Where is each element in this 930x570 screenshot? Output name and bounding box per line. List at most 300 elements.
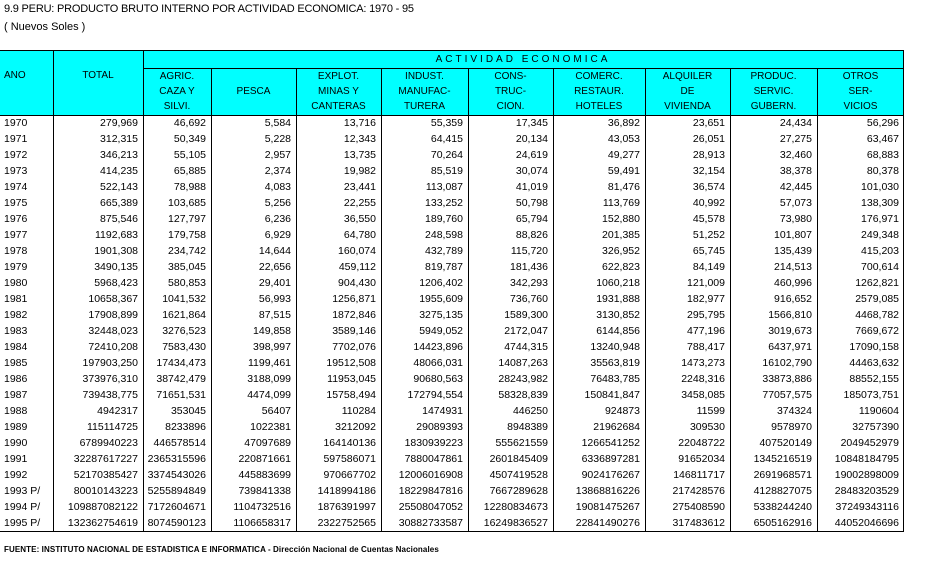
value-cell: 55,359 bbox=[430, 117, 463, 129]
value-cell: 398,997 bbox=[253, 341, 291, 353]
value-cell: 16249836527 bbox=[483, 517, 548, 529]
value-cell: 28,913 bbox=[692, 149, 725, 161]
value-cell: 113,087 bbox=[425, 181, 463, 193]
value-cell: 88,826 bbox=[515, 229, 548, 241]
value-cell: 48066,031 bbox=[413, 357, 463, 369]
value-cell: 109887082122 bbox=[67, 501, 138, 513]
column-header bbox=[553, 69, 645, 114]
column-header-line: INDUST. bbox=[405, 71, 444, 82]
value-cell: 1474931 bbox=[422, 405, 463, 417]
value-cell: 5949,052 bbox=[419, 325, 463, 337]
value-cell: 12,343 bbox=[343, 133, 376, 145]
year-cell: 1989 bbox=[4, 421, 28, 433]
value-cell: 1206,402 bbox=[419, 277, 463, 289]
value-cell: 65,794 bbox=[515, 213, 548, 225]
value-cell: 35563,819 bbox=[590, 357, 640, 369]
value-cell: 1106658317 bbox=[233, 517, 291, 529]
value-cell: 55,105 bbox=[173, 149, 206, 161]
value-cell: 407520149 bbox=[759, 437, 812, 449]
value-cell: 916,652 bbox=[774, 293, 812, 305]
table-row bbox=[0, 259, 904, 275]
value-cell: 665,389 bbox=[100, 197, 138, 209]
year-cell: 1978 bbox=[4, 245, 28, 257]
year-cell: 1986 bbox=[4, 373, 28, 385]
value-cell: 121,009 bbox=[687, 277, 725, 289]
value-cell: 2691968571 bbox=[753, 469, 812, 481]
value-cell: 32757390 bbox=[852, 421, 899, 433]
column-header-line: MANUFAC- bbox=[398, 86, 451, 97]
value-cell: 26,051 bbox=[692, 133, 725, 145]
year-cell: 1977 bbox=[4, 229, 28, 241]
year-cell: 1981 bbox=[4, 293, 28, 305]
value-cell: 50,798 bbox=[515, 197, 548, 209]
value-cell: 64,415 bbox=[430, 133, 463, 145]
value-cell: 4507419528 bbox=[489, 469, 548, 481]
value-cell: 1192,683 bbox=[94, 229, 138, 241]
value-cell: 56407 bbox=[261, 405, 291, 417]
value-cell: 19,982 bbox=[343, 165, 376, 177]
column-header bbox=[296, 69, 381, 114]
value-cell: 1830939223 bbox=[404, 437, 463, 449]
value-cell: 1041,532 bbox=[162, 293, 206, 305]
value-cell: 217428576 bbox=[672, 485, 725, 497]
column-header bbox=[817, 69, 904, 114]
year-cell: 1970 bbox=[4, 117, 28, 129]
value-cell: 2579,085 bbox=[855, 293, 899, 305]
value-cell: 80,378 bbox=[866, 165, 899, 177]
value-cell: 6,236 bbox=[264, 213, 291, 225]
value-cell: 27,275 bbox=[779, 133, 812, 145]
value-cell: 16102,790 bbox=[762, 357, 812, 369]
table-row bbox=[0, 131, 904, 147]
value-cell: 146811717 bbox=[673, 469, 725, 481]
table-row bbox=[0, 515, 904, 531]
value-cell: 101,030 bbox=[861, 181, 899, 193]
value-cell: 9024176267 bbox=[581, 469, 640, 481]
value-cell: 1060,218 bbox=[596, 277, 640, 289]
value-cell: 19002898009 bbox=[834, 469, 899, 481]
value-cell: 819,787 bbox=[425, 261, 463, 273]
value-cell: 309530 bbox=[689, 421, 725, 433]
value-cell: 90680,563 bbox=[413, 373, 463, 385]
value-cell: 2049452979 bbox=[840, 437, 899, 449]
value-cell: 10848184795 bbox=[834, 453, 899, 465]
column-header-line: OTROS bbox=[842, 71, 879, 82]
value-cell: 8233896 bbox=[165, 421, 206, 433]
value-cell: 33873,886 bbox=[762, 373, 812, 385]
value-cell: 477,196 bbox=[687, 325, 725, 337]
value-cell: 152,880 bbox=[602, 213, 640, 225]
year-cell: 1974 bbox=[4, 181, 28, 193]
value-cell: 101,807 bbox=[774, 229, 812, 241]
table-row bbox=[0, 195, 904, 211]
value-cell: 6505162916 bbox=[753, 517, 812, 529]
value-cell: 73,980 bbox=[779, 213, 812, 225]
value-cell: 52170385427 bbox=[73, 469, 138, 481]
value-cell: 4744,315 bbox=[504, 341, 548, 353]
column-header-line: SILVI. bbox=[163, 101, 191, 112]
column-header-line: RESTAUR. bbox=[574, 86, 624, 97]
value-cell: 44463,632 bbox=[849, 357, 899, 369]
value-cell: 1955,609 bbox=[419, 293, 463, 305]
value-cell: 11953,045 bbox=[327, 373, 376, 385]
table-row bbox=[0, 291, 904, 307]
value-cell: 21962684 bbox=[593, 421, 640, 433]
table-row bbox=[0, 147, 904, 163]
value-cell: 133,252 bbox=[425, 197, 463, 209]
value-cell: 6,929 bbox=[264, 229, 291, 241]
value-cell: 249,348 bbox=[861, 229, 899, 241]
value-cell: 113,769 bbox=[602, 197, 640, 209]
value-cell: 7669,672 bbox=[855, 325, 899, 337]
value-cell: 64,780 bbox=[343, 229, 376, 241]
value-cell: 385,045 bbox=[168, 261, 206, 273]
value-cell: 13868816226 bbox=[575, 485, 640, 497]
value-cell: 373976,310 bbox=[82, 373, 138, 385]
value-cell: 446578514 bbox=[153, 437, 206, 449]
value-cell: 20,134 bbox=[515, 133, 548, 145]
value-cell: 415,203 bbox=[861, 245, 899, 257]
value-cell: 115114725 bbox=[87, 421, 138, 433]
value-cell: 2601845409 bbox=[489, 453, 548, 465]
year-cell: 1971 bbox=[4, 133, 28, 145]
table-row bbox=[0, 499, 904, 515]
value-cell: 5,228 bbox=[264, 133, 291, 145]
table-row bbox=[0, 243, 904, 259]
value-cell: 65,745 bbox=[692, 245, 725, 257]
year-cell: 1975 bbox=[4, 197, 28, 209]
value-cell: 32448,023 bbox=[88, 325, 138, 337]
year-cell: 1993 P/ bbox=[4, 485, 41, 497]
value-cell: 1621,864 bbox=[162, 309, 206, 321]
value-cell: 5,256 bbox=[264, 197, 291, 209]
value-cell: 788,417 bbox=[687, 341, 725, 353]
value-cell: 7667289628 bbox=[489, 485, 548, 497]
activity-header: ACTIVIDAD ECONOMICA bbox=[435, 54, 611, 65]
value-cell: 317483612 bbox=[672, 517, 725, 529]
column-header bbox=[645, 69, 730, 114]
value-cell: 1266541252 bbox=[581, 437, 640, 449]
value-cell: 1876391997 bbox=[317, 501, 376, 513]
value-cell: 28243,982 bbox=[498, 373, 548, 385]
column-header-line: GUBERN. bbox=[750, 101, 797, 112]
value-cell: 57,073 bbox=[779, 197, 812, 209]
value-cell: 30882733587 bbox=[398, 517, 463, 529]
column-header-line: PESCA bbox=[236, 86, 271, 97]
year-cell: 1995 P/ bbox=[4, 517, 41, 529]
value-cell: 374324 bbox=[776, 405, 812, 417]
value-cell: 59,491 bbox=[607, 165, 640, 177]
column-header-line: AGRIC. bbox=[159, 71, 195, 82]
value-cell: 65,885 bbox=[173, 165, 206, 177]
value-cell: 182,977 bbox=[687, 293, 725, 305]
column-header-line: TURERA bbox=[403, 101, 446, 112]
table-title: 9.9 PERU: PRODUCTO BRUTO INTERNO POR ACTIVIDAD ECONOMICA: 1970 - 95 bbox=[4, 3, 414, 15]
table-row bbox=[0, 179, 904, 195]
year-cell: 1973 bbox=[4, 165, 28, 177]
value-cell: 1022381 bbox=[250, 421, 291, 433]
value-cell: 115,720 bbox=[510, 245, 548, 257]
value-cell: 5338244240 bbox=[753, 501, 812, 513]
value-cell: 13,716 bbox=[343, 117, 376, 129]
value-cell: 342,293 bbox=[510, 277, 548, 289]
value-cell: 78,988 bbox=[173, 181, 206, 193]
value-cell: 56,993 bbox=[258, 293, 291, 305]
value-cell: 5255894849 bbox=[147, 485, 206, 497]
value-cell: 22,656 bbox=[258, 261, 291, 273]
column-header bbox=[211, 69, 296, 114]
value-cell: 622,823 bbox=[602, 261, 640, 273]
value-cell: 110284 bbox=[341, 405, 376, 417]
table-subtitle: ( Nuevos Soles ) bbox=[4, 21, 86, 33]
year-cell: 1988 bbox=[4, 405, 28, 417]
value-cell: 2322752565 bbox=[317, 517, 376, 529]
value-cell: 2172,047 bbox=[504, 325, 548, 337]
value-cell: 36,574 bbox=[692, 181, 725, 193]
value-cell: 1190604 bbox=[858, 405, 899, 417]
value-cell: 580,853 bbox=[168, 277, 206, 289]
value-cell: 3212092 bbox=[335, 421, 376, 433]
value-cell: 4474,099 bbox=[247, 389, 291, 401]
value-cell: 970667702 bbox=[323, 469, 376, 481]
table-row bbox=[0, 307, 904, 323]
value-cell: 149,858 bbox=[253, 325, 291, 337]
column-header bbox=[143, 69, 211, 114]
value-cell: 49,277 bbox=[607, 149, 640, 161]
value-cell: 346,213 bbox=[100, 149, 138, 161]
value-cell: 6437,971 bbox=[768, 341, 812, 353]
value-cell: 132362754619 bbox=[67, 517, 138, 529]
value-cell: 41,019 bbox=[515, 181, 548, 193]
table-row bbox=[0, 403, 904, 419]
value-cell: 23,651 bbox=[692, 117, 725, 129]
table-row bbox=[0, 467, 904, 483]
value-cell: 3589,146 bbox=[332, 325, 376, 337]
table-row bbox=[0, 211, 904, 227]
table-row bbox=[0, 435, 904, 451]
value-cell: 2248,316 bbox=[681, 373, 725, 385]
value-cell: 22841490276 bbox=[575, 517, 640, 529]
column-header-line bbox=[211, 99, 296, 114]
value-cell: 47097689 bbox=[244, 437, 291, 449]
column-header-line: CAZA Y bbox=[159, 86, 195, 97]
value-cell: 68,883 bbox=[866, 149, 899, 161]
value-cell: 3276,523 bbox=[162, 325, 206, 337]
year-cell: 1976 bbox=[4, 213, 28, 225]
value-cell: 72410,208 bbox=[88, 341, 138, 353]
value-cell: 150841,847 bbox=[584, 389, 640, 401]
column-header-line bbox=[211, 69, 296, 84]
value-cell: 326,952 bbox=[602, 245, 640, 257]
column-header-line: VIVIENDA bbox=[664, 101, 711, 112]
value-cell: 736,760 bbox=[510, 293, 548, 305]
value-cell: 1931,888 bbox=[596, 293, 640, 305]
value-cell: 414,235 bbox=[100, 165, 138, 177]
value-cell: 460,996 bbox=[774, 277, 812, 289]
column-header-line: EXPLOT. bbox=[317, 71, 360, 82]
value-cell: 234,742 bbox=[168, 245, 206, 257]
year-cell: 1994 P/ bbox=[4, 501, 41, 513]
value-cell: 17090,158 bbox=[849, 341, 899, 353]
year-cell: 1980 bbox=[4, 277, 28, 289]
value-cell: 1262,821 bbox=[855, 277, 899, 289]
year-cell: 1987 bbox=[4, 389, 28, 401]
year-cell: 1984 bbox=[4, 341, 28, 353]
column-header-line: SER- bbox=[848, 86, 873, 97]
value-cell: 446250 bbox=[512, 405, 548, 417]
value-cell: 164140136 bbox=[323, 437, 376, 449]
year-cell: 1990 bbox=[4, 437, 28, 449]
value-cell: 19081475267 bbox=[575, 501, 640, 513]
value-cell: 7172604671 bbox=[147, 501, 206, 513]
table-row bbox=[0, 115, 904, 131]
column-header-line: DE bbox=[680, 86, 695, 97]
value-cell: 12280834673 bbox=[483, 501, 548, 513]
value-cell: 103,685 bbox=[168, 197, 206, 209]
value-cell: 11599 bbox=[696, 405, 725, 417]
value-cell: 70,264 bbox=[430, 149, 463, 161]
value-cell: 5968,423 bbox=[94, 277, 138, 289]
value-cell: 13240,948 bbox=[590, 341, 640, 353]
column-header-line: HOTELES bbox=[575, 101, 623, 112]
value-cell: 56,296 bbox=[866, 117, 899, 129]
value-cell: 1199,461 bbox=[247, 357, 291, 369]
value-cell: 8948389 bbox=[507, 421, 548, 433]
table-row bbox=[0, 227, 904, 243]
value-cell: 77057,575 bbox=[762, 389, 812, 401]
value-cell: 220871661 bbox=[238, 453, 291, 465]
value-cell: 76483,785 bbox=[590, 373, 640, 385]
value-cell: 38742,479 bbox=[156, 373, 206, 385]
value-cell: 3374543026 bbox=[147, 469, 206, 481]
value-cell: 179,758 bbox=[168, 229, 206, 241]
value-cell: 3458,085 bbox=[681, 389, 725, 401]
value-cell: 12006016908 bbox=[398, 469, 463, 481]
value-cell: 28483203529 bbox=[834, 485, 899, 497]
value-cell: 51,252 bbox=[692, 229, 725, 241]
column-header-line: ALQUILER bbox=[662, 71, 713, 82]
value-cell: 1345216519 bbox=[753, 453, 812, 465]
value-cell: 37249343116 bbox=[835, 501, 899, 513]
value-cell: 85,519 bbox=[430, 165, 463, 177]
value-cell: 1566,810 bbox=[768, 309, 812, 321]
table-row bbox=[0, 387, 904, 403]
value-cell: 29089393 bbox=[416, 421, 463, 433]
column-header-line: CONS- bbox=[494, 71, 527, 82]
value-cell: 3275,135 bbox=[419, 309, 463, 321]
year-cell: 1979 bbox=[4, 261, 28, 273]
column-header-line: MINAS Y bbox=[318, 86, 359, 97]
year-header: ANO bbox=[4, 70, 26, 81]
value-cell: 1589,300 bbox=[504, 309, 548, 321]
value-cell: 43,053 bbox=[607, 133, 640, 145]
value-cell: 3130,852 bbox=[596, 309, 640, 321]
value-cell: 353045 bbox=[170, 405, 206, 417]
value-cell: 189,760 bbox=[425, 213, 463, 225]
value-cell: 30,074 bbox=[515, 165, 548, 177]
value-cell: 522,143 bbox=[100, 181, 138, 193]
value-cell: 181,436 bbox=[510, 261, 548, 273]
value-cell: 9578970 bbox=[771, 421, 812, 433]
value-cell: 14,644 bbox=[258, 245, 291, 257]
value-cell: 7880047861 bbox=[404, 453, 463, 465]
year-cell: 1992 bbox=[4, 469, 28, 481]
table-row bbox=[0, 355, 904, 371]
value-cell: 29,401 bbox=[258, 277, 291, 289]
value-cell: 176,971 bbox=[861, 213, 899, 225]
value-cell: 44052046696 bbox=[834, 517, 899, 529]
value-cell: 4468,782 bbox=[855, 309, 899, 321]
value-cell: 40,992 bbox=[692, 197, 725, 209]
value-cell: 4,083 bbox=[264, 181, 291, 193]
value-cell: 8074590123 bbox=[147, 517, 206, 529]
value-cell: 5,584 bbox=[264, 117, 291, 129]
column-header-line: VICIOS bbox=[843, 101, 878, 112]
value-cell: 18229847816 bbox=[398, 485, 463, 497]
table-row bbox=[0, 339, 904, 355]
value-cell: 1104732516 bbox=[233, 501, 291, 513]
column-header bbox=[730, 69, 817, 114]
value-cell: 312,315 bbox=[100, 133, 138, 145]
table-row bbox=[0, 275, 904, 291]
value-cell: 248,598 bbox=[425, 229, 463, 241]
value-cell: 13,735 bbox=[343, 149, 376, 161]
value-cell: 45,578 bbox=[692, 213, 725, 225]
value-cell: 36,550 bbox=[343, 213, 376, 225]
value-cell: 17908,899 bbox=[88, 309, 138, 321]
value-cell: 459,112 bbox=[338, 261, 376, 273]
value-cell: 3490,135 bbox=[94, 261, 138, 273]
value-cell: 14423,896 bbox=[413, 341, 463, 353]
year-cell: 1972 bbox=[4, 149, 28, 161]
value-cell: 58328,839 bbox=[498, 389, 548, 401]
value-cell: 42,445 bbox=[779, 181, 812, 193]
value-cell: 24,434 bbox=[779, 117, 812, 129]
table-row bbox=[0, 483, 904, 499]
value-cell: 185073,751 bbox=[843, 389, 899, 401]
value-cell: 81,476 bbox=[607, 181, 640, 193]
value-cell: 3188,099 bbox=[247, 373, 291, 385]
value-cell: 2365315596 bbox=[147, 453, 206, 465]
value-cell: 7702,076 bbox=[332, 341, 376, 353]
year-cell: 1991 bbox=[4, 453, 28, 465]
column-header-line: PRODUC. bbox=[750, 71, 797, 82]
value-cell: 38,378 bbox=[779, 165, 812, 177]
value-cell: 3019,673 bbox=[768, 325, 812, 337]
value-cell: 432,789 bbox=[425, 245, 463, 257]
value-cell: 4942317 bbox=[97, 405, 138, 417]
horizontal-rule bbox=[0, 50, 904, 51]
table-row bbox=[0, 323, 904, 339]
column-header bbox=[381, 69, 468, 114]
value-cell: 275408590 bbox=[672, 501, 725, 513]
value-cell: 6144,856 bbox=[596, 325, 640, 337]
value-cell: 4128827075 bbox=[753, 485, 812, 497]
year-cell: 1985 bbox=[4, 357, 28, 369]
year-cell: 1983 bbox=[4, 325, 28, 337]
value-cell: 24,619 bbox=[515, 149, 548, 161]
value-cell: 739841338 bbox=[238, 485, 291, 497]
value-cell: 279,969 bbox=[100, 117, 138, 129]
column-header-line: CANTERAS bbox=[311, 101, 366, 112]
value-cell: 1901,308 bbox=[94, 245, 138, 257]
column-header-line: COMERC. bbox=[575, 71, 623, 82]
table-row bbox=[0, 371, 904, 387]
value-cell: 36,892 bbox=[607, 117, 640, 129]
value-cell: 1473,273 bbox=[681, 357, 725, 369]
value-cell: 197903,250 bbox=[82, 357, 138, 369]
value-cell: 6336897281 bbox=[581, 453, 640, 465]
